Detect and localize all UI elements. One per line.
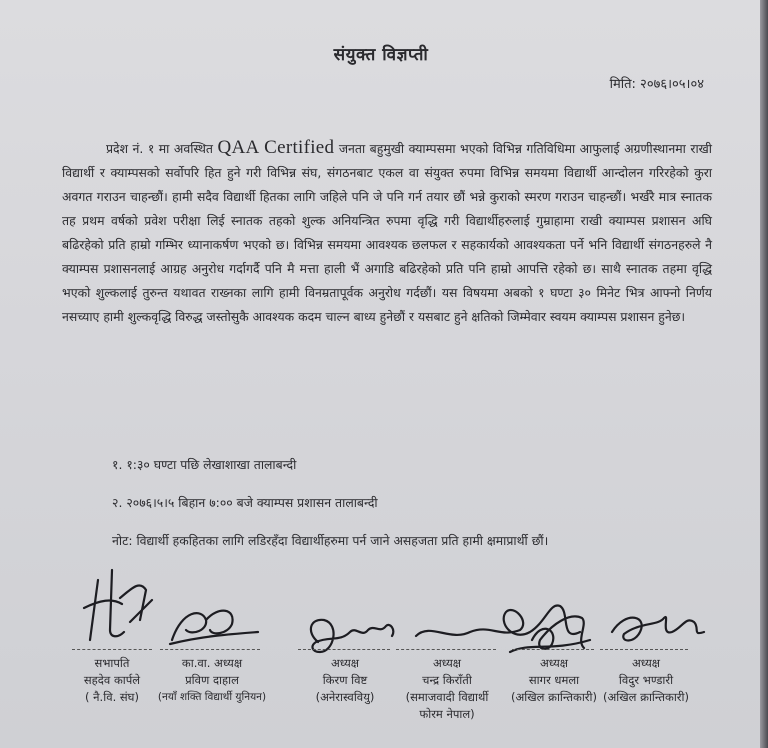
apology-note: नोट: विद्यार्थी हकहितका लागि लडिरहँदा विद्यार्थीहरुमा पर्न जाने असहजता प्रति हामी क्षमाप्रार्थी छौं।: [112, 533, 549, 548]
signatory-org-line2: फोरम नेपाल): [419, 707, 475, 721]
signature-line-5: [512, 649, 594, 650]
signatory-role: सभापति: [94, 656, 130, 670]
body-main: जनता बहुमुखी क्याम्पसमा भएको विभिन्न गतिविधिमा आफुलाई अग्रणीस्थानमा राखी विद्यार्थी र क्याम्पसको सर्वोपरि हित हुने गरी विभिन्न संघ, संगठनबाट एकल वा संयुक्त रुपमा विभिन्न समयमा विद्यार्थी आन्दोलन गरिरहेको कुरा अवगत गराउन चाहन्छौं। हामी सदैव विद्यार्थी हितका लागि जहिले पनि जे पनि गर्न तयार छौं भन्ने कुराको स्मरण गराउन चाहन्छौं। भर्खरै मात्र स्नातक तह प्रथम वर्षको प्रवेश परीक्षा लिई स्नातक तहको शुल्क अनियन्त्रित रुपमा वृद्धि गरी विद्यार्थीहरुलाई गुम्राहामा राखी क्याम्पस प्रशासन अघि बढिरहेको प्रति हाम्रो गम्भिर ध्यानाकर्षण भएको छ। विभिन्न समयमा आवश्यक छलफल र सहकार्यको आवश्यकता पर्ने भनि विद्यार्थी संगठनहरुले नै क्याम्पस प्रशासनलाई आग्रह अनुरोध गर्दागर्दै पनि मै मत्ता हाली भैं अगाडि बढिरहेको प्रति पनि हाम्रो आपत्ति रहेको छ। साथै स्नातक तहमा वृद्धि भएको शुल्कलाई तुरुन्त यथावत राख्नका लागि हामी विनम्रतापूर्वक अनुरोध गर्दछौं। यस विषयमा अबको १ घण्टा ३० मिनेट भित्र आफ्नो निर्णय नसच्याए हामी शुल्कवृद्धि विरुद्ध जस्तोसुकै आवश्यक कदम चाल्न बाध्य हुनेछौं र यसबाट हुने क्षतिको जिम्मेवार स्वयम क्याम्पस प्रशासन हुनेछ।: [62, 141, 712, 324]
notice-body: [62, 136, 712, 329]
signature-line-1: [72, 649, 152, 650]
signatory-org: (अखिल क्रान्तिकारी): [603, 690, 689, 704]
signature-line-2: [160, 649, 260, 650]
action-item-2: २. २०७६।५।५ बिहान ७:०० बजे क्याम्पस प्रशासन तालाबन्दी: [112, 495, 378, 510]
signature-line-4: [396, 649, 496, 650]
signatory-role: अध्यक्ष: [432, 656, 462, 670]
signatory-name: सागर धमला: [528, 673, 580, 687]
signatory-5: [502, 655, 606, 706]
signature-bidur: [600, 602, 710, 652]
signature-line-6: [600, 649, 688, 650]
signatory-org: (समाजवादी विद्यार्थी: [405, 690, 489, 704]
signatory-role: अध्यक्ष: [631, 656, 661, 670]
body-intro: प्रदेश नं. १ मा अवस्थित: [106, 141, 213, 156]
signatory-name: चन्द्र किराँती: [422, 673, 472, 687]
signature-line-3: [298, 649, 390, 650]
signature-sagar: [522, 600, 592, 660]
signatory-org: (अनेरास्ववियु): [315, 690, 375, 704]
signatory-2: [150, 655, 274, 706]
qaa-certified-text: QAA Certified: [217, 137, 335, 158]
signatory-name: विदुर भण्डारी: [618, 673, 674, 687]
notice-date: मिति: २०७६।०५।०४: [609, 77, 704, 92]
page-edge-shadow: [760, 0, 768, 748]
signatory-name: किरण विष्ट: [322, 673, 368, 687]
action-item-1: १. १:३० घण्टा पछि लेखाशाखा तालाबन्दी: [112, 457, 297, 472]
signatory-org: (अखिल क्रान्तिकारी): [511, 690, 597, 704]
signatory-role: अध्यक्ष: [330, 656, 360, 670]
signature-prabin: [162, 600, 262, 650]
signature-sahadev: [70, 560, 160, 650]
signatory-name: प्रविण दाहाल: [185, 673, 239, 687]
signatory-role: अध्यक्ष: [539, 656, 569, 670]
signatory-role: का.वा. अध्यक्ष: [181, 656, 243, 670]
signatory-1: [62, 655, 162, 706]
signatory-org: ( नै.वि. संघ): [85, 690, 139, 704]
signatory-3: [290, 655, 400, 706]
signatory-name: सहदेव कार्पले: [83, 673, 141, 687]
signatory-6: [596, 655, 696, 706]
signatory-org: (नयाँ शक्ति विद्यार्थी युनियन): [157, 691, 267, 703]
signatory-4: [392, 655, 502, 723]
notice-title: संयुक्त विज्ञप्ती: [333, 45, 429, 65]
